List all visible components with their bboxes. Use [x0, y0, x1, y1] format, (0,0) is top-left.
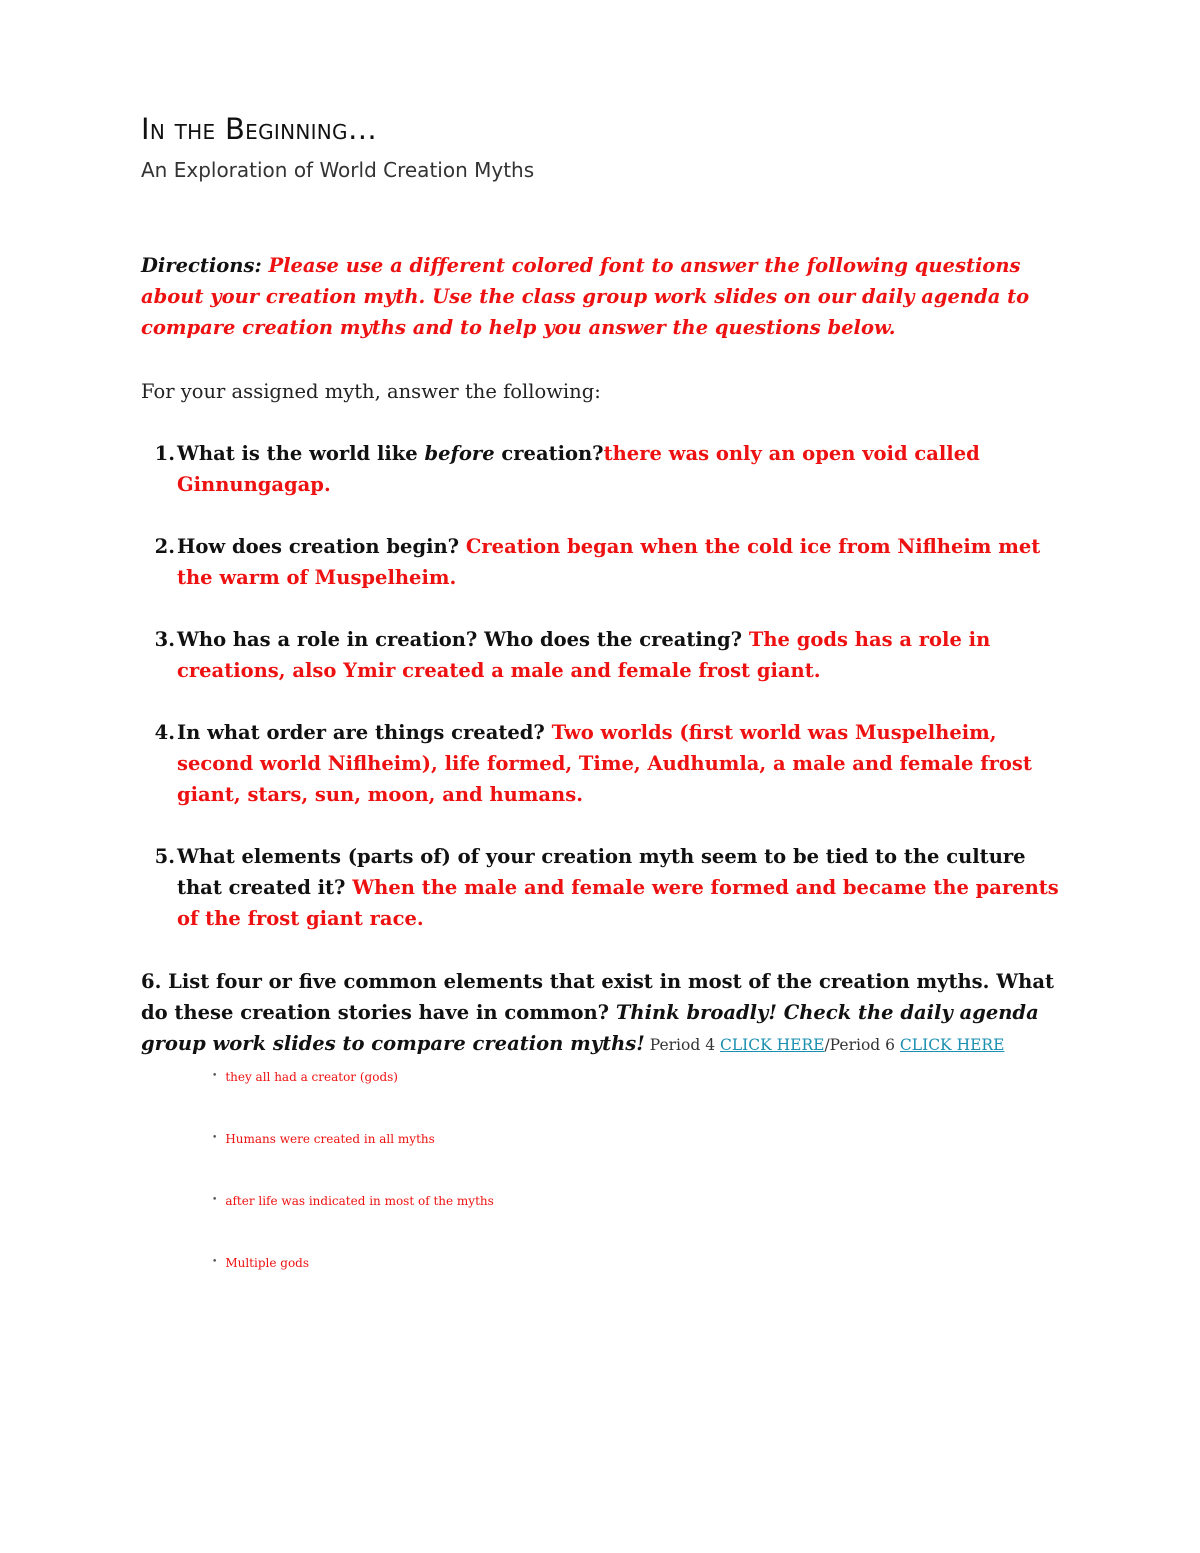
- question-text: In what order are things created?: [177, 721, 552, 744]
- bullet-dot-icon: •: [212, 1071, 218, 1081]
- question-item-4: [141, 717, 1061, 810]
- question-text-end: creation?: [494, 442, 604, 465]
- question-item-3: [141, 624, 1061, 686]
- directions-text: Please use a different colored font to answer the following questions about your creation myth. Use the class group work slides on our daily agenda to compare creation myths and to help you answer the questions below.: [141, 254, 1030, 339]
- answer-text: there was only an open void called Ginnungagap.: [177, 442, 980, 496]
- period-6-link[interactable]: CLICK HERE: [899, 1036, 1005, 1054]
- question-6-text: 6. List four or five common elements that exist in most of the creation myths. What do these creation stories have in common?: [141, 970, 1054, 1024]
- common-elements-list: [212, 1068, 494, 1316]
- question-text: Who has a role in creation? Who does the creating?: [177, 628, 749, 651]
- question-number: 2.: [154, 535, 175, 558]
- question-item-5: [141, 841, 1061, 934]
- question-6: [141, 966, 1061, 1061]
- question-text: What elements (parts of) of your creation myth seem to be tied to the culture that created it?: [177, 845, 1026, 899]
- answer-text: When the male and female were formed and became the parents of the frost giant race.: [177, 876, 1059, 930]
- question-number: 3.: [154, 628, 175, 651]
- directions-paragraph: [141, 250, 1061, 343]
- list-item-text: after life was indicated in most of the myths: [225, 1194, 494, 1208]
- answer-text: Creation began when the cold ice from Niflheim met the warm of Muspelheim.: [177, 535, 1041, 589]
- question-item-1: [141, 438, 1061, 500]
- question-item-2: [141, 531, 1061, 593]
- list-item: [212, 1192, 494, 1254]
- directions-label: Directions:: [141, 254, 262, 277]
- list-item-text: Multiple gods: [225, 1256, 310, 1270]
- answer-text: Two worlds (first world was Muspelheim, second world Niflheim), life formed, Time, Audhumla, a male and female frost giant, stars, sun, moon, and humans.: [177, 721, 1032, 806]
- period-4-link[interactable]: CLICK HERE: [719, 1036, 825, 1054]
- bullet-dot-icon: •: [212, 1133, 218, 1143]
- question-text: What is the world like: [177, 442, 425, 465]
- bullet-dot-icon: •: [212, 1195, 218, 1205]
- list-item-text: they all had a creator (gods): [225, 1070, 398, 1084]
- intro-text: For your assigned myth, answer the following:: [141, 380, 601, 403]
- period-4-label: Period 4: [644, 1036, 720, 1054]
- page-subtitle: An Exploration of World Creation Myths: [141, 158, 535, 182]
- period-6-label: /Period 6: [824, 1036, 900, 1054]
- list-item: [212, 1068, 494, 1130]
- question-text: How does creation begin?: [177, 535, 466, 558]
- question-number: 4.: [154, 721, 175, 744]
- list-item-text: Humans were created in all myths: [225, 1132, 435, 1146]
- list-item: [212, 1130, 494, 1192]
- answer-text: The gods has a role in creations, also Ymir created a male and female frost giant.: [177, 628, 991, 682]
- bullet-dot-icon: •: [212, 1257, 218, 1267]
- question-list: [141, 438, 1061, 965]
- question-6-hint: Think broadly! Check the daily agenda group work slides to compare creation myths!: [141, 1001, 1039, 1055]
- question-number: 1.: [154, 442, 175, 465]
- page-title: In the Beginning…: [141, 112, 378, 146]
- question-emphasis: before: [424, 442, 495, 465]
- list-item: [212, 1254, 494, 1316]
- question-number: 5.: [154, 845, 175, 868]
